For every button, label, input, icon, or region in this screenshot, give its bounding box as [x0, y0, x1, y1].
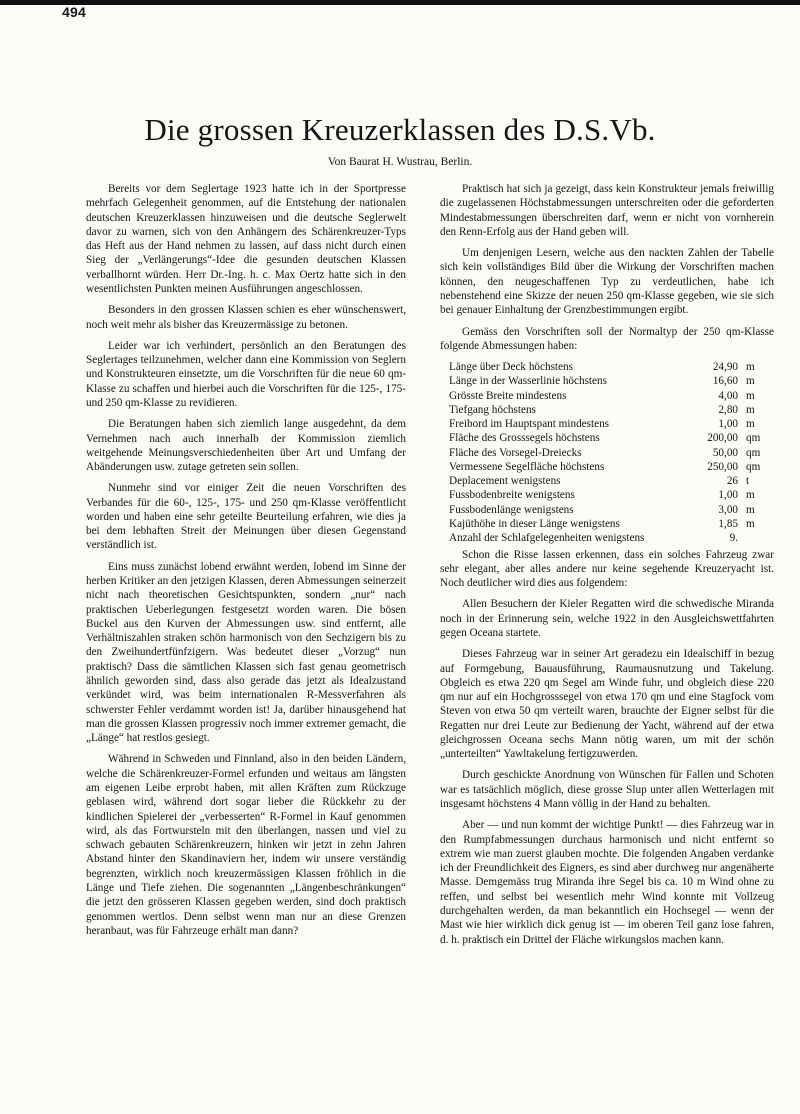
paragraph: Nunmehr sind vor einiger Zeit die neuen Vorschriften des Verbandes für die 60-, 125-, 175- und 250 qm-Klasse veröffentlicht worden und haben eine sehr geteilte Beurteilung erfahren, wie dies ja bei dem lebhaften Streit der Meinungen über diesen Gegenstand verständlich ist.	[86, 482, 406, 552]
dimension-value: 3,00	[718, 503, 738, 516]
dimension-unit: qm	[746, 432, 761, 445]
dimensions-table	[440, 360, 774, 545]
dimension-value: 2,80	[718, 403, 738, 416]
right-column	[440, 182, 774, 954]
dimension-unit: qm	[746, 460, 761, 473]
paragraph: Eins muss zunächst lobend erwähnt werden, lobend im Sinne der herben Kritiker an den jetzigen Klassen, deren Abmessungen seinerzeit nicht nach theoretischen Gesichtspunkten, sondern „nur“ nach praktischen Ueberlegungen festgesetzt worden waren. Die bösen Buckel aus den Kurven der Abmessungen usw. sind entfernt, alle Verhältniszahlen straken schön harmonisch von den Sechzigern bis zu den Zweihundertfünfzigern. Was bedeutet dieser „Vorzug“ nun praktisch? Dass die sämtlichen Klassen sich fast genau geometrisch ähnlich geworden sind, dass also gerade das jetzt als Idealzustand verkündet wird, was beim internationalen R-Messverfahren als schwerster Fehler verdammt worden ist! Ja, darüber hinausgehend hat man die grossen Klassen progressiv noch immer extremer gemacht, die „Länge“ hat restlos gesiegt.	[86, 560, 406, 745]
dimension-value: 250,00	[707, 460, 738, 473]
dimension-unit: qm	[746, 446, 761, 459]
dimension-row	[440, 488, 774, 502]
article-byline: Von Baurat H. Wustrau, Berlin.	[327, 156, 473, 168]
dimension-value: 26	[726, 475, 738, 488]
paragraph: Leider war ich verhindert, persönlich an den Beratungen des Seglertages teilzunehmen, welcher dann eine Kommission von Seglern und Konstrukteuren einsetzte, um die Vorschriften für die neue 60 qm-Klasse zu schaffen und hierbei auch die Vorschriften für die 125-, 175- und 250 qm-Klasse zu revidieren.	[86, 339, 406, 409]
dimension-label: Kajüthöhe in dieser Länge wenigstens	[449, 518, 620, 531]
dimension-value: 4,00	[718, 389, 738, 402]
dimension-unit: m	[746, 389, 755, 402]
dimension-unit: m	[746, 375, 755, 388]
dimension-row	[440, 446, 774, 460]
dimension-label: Fläche des Grosssegels höchstens	[449, 432, 600, 445]
dimension-label: Fläche des Vorsegel-Dreiecks	[449, 446, 582, 459]
dimension-unit: m	[746, 518, 755, 531]
page-top-border	[0, 0, 800, 5]
dimension-row	[440, 417, 774, 431]
dimension-label: Fussbodenlänge wenigstens	[449, 503, 574, 516]
dimension-unit: m	[746, 361, 755, 374]
dimension-unit: m	[746, 418, 755, 431]
paragraph: Allen Besuchern der Kieler Regatten wird die schwedische Miranda noch in der Erinnerung sein, welche 1922 in den Ausgleichswettfahrten gegen Oceana startete.	[440, 598, 774, 639]
dimension-value: 16,60	[712, 375, 738, 388]
dimension-value: 1,00	[718, 418, 738, 431]
dimension-label: Länge in der Wasserlinie höchstens	[449, 375, 607, 388]
dimension-label: Grösste Breite mindestens	[449, 389, 567, 402]
dimension-row	[440, 431, 774, 445]
dimension-row	[440, 517, 774, 531]
article-title: Die grossen Kreuzerklassen des D.S.Vb.	[144, 112, 656, 147]
dimension-row	[440, 389, 774, 403]
paragraph: Praktisch hat sich ja gezeigt, dass kein Konstrukteur jemals freiwillig die zugelassenen Höchstabmessungen unterschreiten oder die geforderten Mindestabmessungen überschreiten darf, wenn er nicht von vornherein den Renn-Erfolg aus der Hand geben will.	[440, 183, 774, 238]
dimension-label: Tiefgang höchstens	[449, 403, 536, 416]
dimension-row	[440, 531, 774, 545]
paragraph: Um denjenigen Lesern, welche aus den nackten Zahlen der Tabelle sich kein vollständiges Bild über die Wirkung der Vorschriften machen können, den neugeschaffenen Typ zu verdeutlichen, habe ich nebenstehend eine Skizze der neuen 250 qm-Klasse gegeben, wie sie sich bei genauer Einhaltung der Grenzbestimmungen ergibt.	[440, 247, 774, 317]
dimension-label: Länge über Deck höchstens	[449, 361, 573, 374]
dimension-row	[440, 403, 774, 417]
paragraph: Schon die Risse lassen erkennen, dass ein solches Fahrzeug zwar sehr elegant, aber alles andere nur keine segehende Kreuzeryacht ist. Noch deutlicher wird dies aus folgendem:	[440, 548, 774, 590]
dimension-value: 1,00	[718, 489, 738, 502]
dimension-row	[440, 474, 774, 488]
dimension-value: 200,00	[707, 432, 738, 445]
dimension-label: Fussbodenbreite wenigstens	[449, 489, 575, 502]
paragraph: Die Beratungen haben sich ziemlich lange ausgedehnt, da dem Vernehmen nach auch innerhalb der Kommission ziemlich weitgehende Meinungsverschiedenheiten über Art und Umfang der Abänderungen usw. zutage getreten sein sollen.	[86, 418, 406, 474]
dimension-label: Deplacement wenigstens	[449, 475, 561, 488]
paragraph: Dieses Fahrzeug war in seiner Art geradezu ein Idealschiff in bezug auf Formgebung, Bauausführung, Raumausnutzung und Takelung. Obgleich es etwa 220 qm Segel am Winde fuhr, und obgleich diese 220 qm nur auf ein Hochgrosssegel von etwa 170 qm und eine Stagfock vom Steven von etwa 50 qm verteilt waren, brauchte der Eigner selbst für die Regatten nur drei Leute zur Bedienung der Yacht, während auf der etwa gleichgrossen Oceana sechs Mann nötig waren, um mit der schön „unterteilten“ Yawltakelung fertigzuwerden.	[440, 648, 774, 761]
paragraph: Besonders in den grossen Klassen schien es eher wünschenswert, noch weit mehr als bisher das Kreuzermässige zu betonen.	[86, 304, 406, 331]
paragraph: Während in Schweden und Finnland, also in den beiden Ländern, welche die Schärenkreuzer-Formel erfunden und weitaus am längsten am eigenen Leibe erprobt haben, mit allen Kräften zum Rückzuge geblasen wird, während dort sogar lieber die Rückkehr zu der kindlichen Spielerei der „verbesserten“ R-Formel in Kauf genommen wird, als das Fortwursteln mit den überlangen, nassen und viel zu schwach gebauten Schärenkreuzern, hinken wir jetzt in zehn Jahren Abstand hinter den Skandinaviern her, indem wir unsere verständig begrenzten, wirklich noch kreuzermässigen Klassen fröhlich in die Länge und Tiefe ziehen. Die sogenannten „Längenbeschränkungen“ die jetzt den grösseren Klassen gegeben werden, sind doch praktisch genommen wertlos. Denn selbst wenn man nur an diese Grenzen heranbaut, was für Fahrzeuge erhält man dann?	[86, 753, 406, 937]
paragraph: Bereits vor dem Seglertage 1923 hatte ich in der Sportpresse mehrfach Gelegenheit genommen, auf die Entstehung der nationalen deutschen Kreuzerklassen hinzuweisen und die deutsche Seglerwelt davor zu warnen, sich von den Anhängern des Schärenkreuzer-Typs das Heft aus der Hand nehmen zu lassen, auf dass nicht durch einen Sieg der „Verlängerungs“-Idee die gesunden deutschen Klassen verballhornt würden. Herr Dr.-Ing. h. c. Max Oertz hatte sich in den wesentlichsten Punkten meinen Ausführungen angeschlossen.	[86, 183, 406, 295]
dimension-unit: m	[746, 503, 755, 516]
dimension-value: 9.	[729, 532, 738, 545]
dimension-value: 50,00	[712, 446, 738, 459]
dimension-value: 24,90	[712, 361, 738, 374]
dimension-row	[440, 460, 774, 474]
paragraph: Aber — und nun kommt der wichtige Punkt! — dies Fahrzeug war in den Rumpfabmessungen durchaus harmonisch und nicht entfernt so extrem wie man zuerst glauben mochte. Die folgenden Angaben verdanke ich der Freundlichkeit des Eigners, es sind aber durchweg nur angenäherte Masse. Demgemäss trug Miranda ihre Segel bis ca. 10 m Wind ohne zu reffen, und selbst bei wesentlich mehr Wind konnte mit Vollzeug durchgehalten werden, da man bekanntlich ein Hochsegel — wenn der Mast wie hier wirklich dick genug ist — im oberen Teil ganz lose fahren, d. h. praktisch ein Drittel der Fläche wirkungslos machen kann.	[440, 819, 774, 946]
dimension-unit: m	[746, 403, 755, 416]
dimension-row	[440, 503, 774, 517]
dimension-label: Vermessene Segelfläche höchstens	[449, 460, 605, 473]
dimension-row	[440, 360, 774, 374]
dimension-unit: m	[746, 489, 755, 502]
dimension-unit: t	[746, 475, 750, 488]
page-number: 494	[62, 4, 86, 20]
dimension-label: Anzahl der Schlafgelegenheiten wenigstens	[449, 532, 645, 545]
dimension-row	[440, 374, 774, 388]
left-column	[86, 182, 406, 945]
paragraph: Durch geschickte Anordnung von Wünschen für Fallen und Schoten war es tatsächlich möglich, diese grosse Slup unter allen Wetterlagen mit insgesamt höchstens 4 Mann völlig in der Hand zu behalten.	[440, 769, 774, 811]
dimension-label: Freibord im Hauptspant mindestens	[449, 418, 610, 431]
paragraph: Gemäss den Vorschriften soll der Normaltyp der 250 qm-Klasse folgende Abmessungen haben:	[440, 325, 774, 352]
dimension-value: 1,85	[718, 518, 738, 531]
